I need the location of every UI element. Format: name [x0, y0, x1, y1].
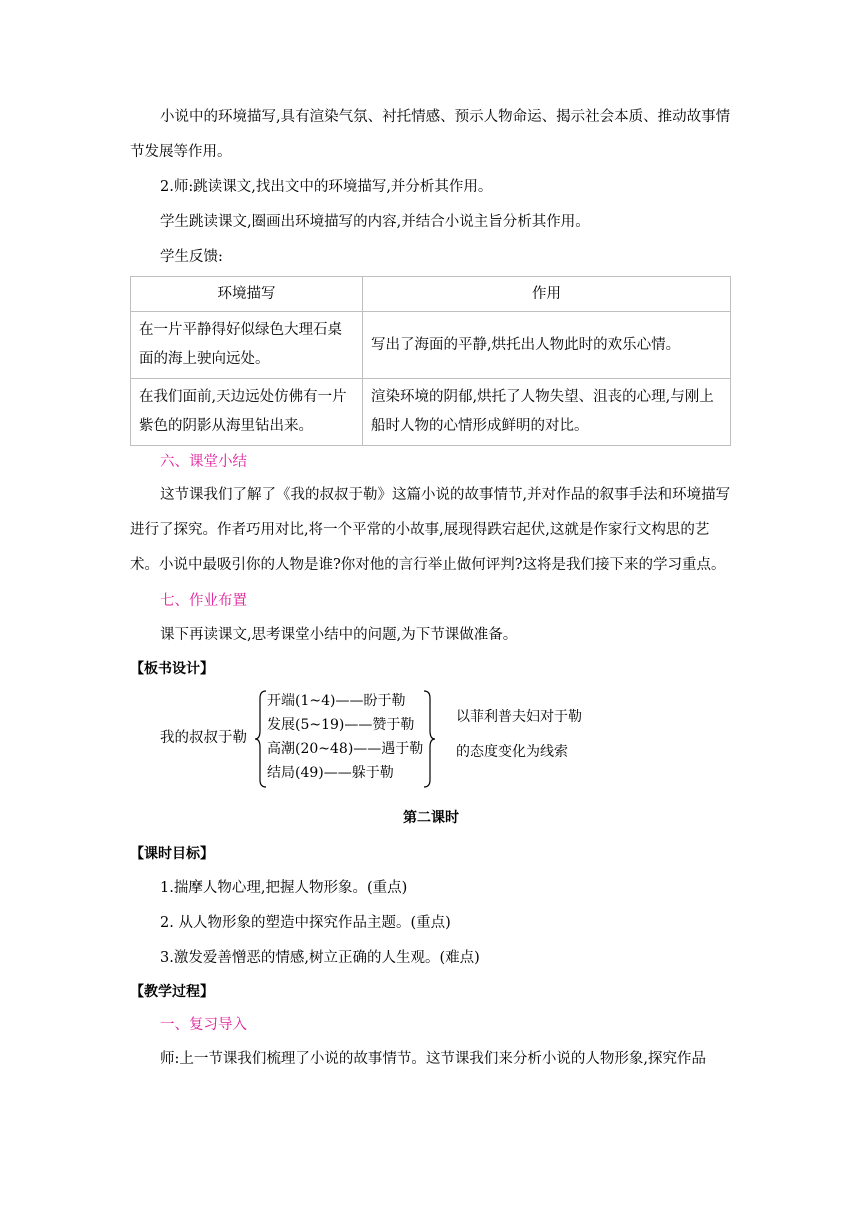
table-header-cell: 环境描写: [131, 277, 363, 312]
board-note-line: 的态度变化为线索: [456, 744, 568, 760]
table-row: [131, 379, 731, 446]
right-brace-icon: [422, 690, 436, 788]
left-brace-icon: [254, 690, 268, 788]
board-line: 发展(5~19)——赞于勒: [267, 717, 415, 733]
board-note: [456, 700, 582, 770]
section-heading-homework: 七、作业布置: [160, 593, 247, 609]
paragraph-review: 师:上一节课我们梳理了小说的故事情节。这节课我们来分析小说的人物形象,探究作品: [160, 1051, 706, 1067]
paragraph-homework: 课下再读课文,思考课堂小结中的问题,为下节课做准备。: [160, 627, 518, 643]
table-cell: 在一片平静得好似绿色大理石桌面的海上驶向远处。: [131, 312, 363, 379]
paragraph-environment: 小说中的环境描写,具有渲染气氛、衬托情感、预示人物命运、揭示社会本质、推动故事情节发展等作用。: [130, 109, 731, 160]
paragraph-feedback-label: 学生反馈:: [160, 249, 223, 265]
board-design: [130, 688, 732, 796]
process-heading: 【教学过程】: [130, 984, 214, 1000]
board-title: 我的叔叔于勒: [160, 730, 247, 746]
paragraph-students: 学生跳读课文,圈画出环境描写的内容,并结合小说主旨分析其作用。: [160, 214, 590, 230]
table-row: [131, 312, 731, 379]
table-header-row: [131, 277, 731, 312]
paragraph-task: 2.师:跳读课文,找出文中的环境描写,并分析其作用。: [160, 179, 493, 195]
section-heading-summary: 六、课堂小结: [160, 454, 247, 470]
table-header-cell: 作用: [363, 277, 731, 312]
document-page: [130, 100, 732, 1077]
goals-heading: 【课时目标】: [130, 846, 214, 862]
section-heading-review: 一、复习导入: [160, 1017, 247, 1033]
goal-item: 1.揣摩人物心理,把握人物形象。(重点): [160, 880, 408, 896]
table-cell: 写出了海面的平静,烘托出人物此时的欢乐心情。: [363, 312, 731, 379]
paragraph-summary: 这节课我们了解了《我的叔叔于勒》这篇小说的故事情节,并对作品的叙事手法和环境描写进行了探究。作者巧用对比,将一个平常的小故事,展现得跌宕起伏,这就是作家行文构思的艺术。小说中最吸引你的人物是谁?你对他的言行举止做何评判?这将是我们接下来的学习重点。: [130, 487, 731, 573]
board-lines: [267, 689, 423, 785]
board-line: 结局(49)——躲于勒: [267, 765, 394, 781]
board-line: 高潮(20~48)——遇于勒: [267, 741, 424, 757]
board-line: 开端(1~4)——盼于勒: [267, 693, 406, 709]
table-cell: 在我们面前,天边远处仿佛有一片紫色的阴影从海里钻出来。: [131, 379, 363, 446]
table-cell: 渲染环境的阴郁,烘托了人物失望、沮丧的心理,与刚上船时人物的心情形成鲜明的对比。: [363, 379, 731, 446]
lesson-title: 第二课时: [403, 810, 459, 826]
goal-item: 2. 从人物形象的塑造中探究作品主题。(重点): [160, 915, 451, 931]
feedback-table: [130, 276, 731, 446]
board-note-line: 以菲利普夫妇对于勒: [456, 709, 582, 725]
board-design-heading: 【板书设计】: [130, 661, 214, 677]
goal-item: 3.激发爱善憎恶的情感,树立正确的人生观。(难点): [160, 950, 480, 966]
